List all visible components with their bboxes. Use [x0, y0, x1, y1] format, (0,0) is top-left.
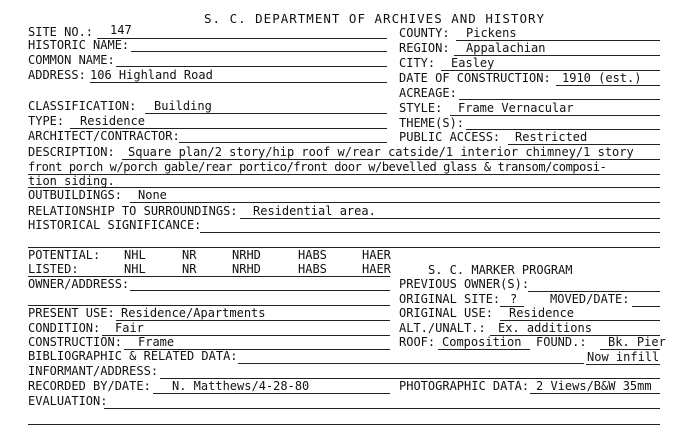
alt-unalt-value: Ex. additions: [498, 321, 592, 335]
themes-label: THEME(S):: [399, 116, 465, 130]
date-label: DATE OF CONSTRUCTION:: [399, 71, 551, 85]
classification-label: CLASSIFICATION:: [28, 99, 137, 113]
recorded-by-label: RECORDED BY/DATE:: [28, 379, 151, 393]
region-value: Appalachian: [466, 41, 546, 55]
present-use-label: PRESENT USE:: [28, 306, 115, 320]
county-label: COUNTY:: [399, 26, 450, 40]
historic-name-label: HISTORIC NAME:: [28, 38, 130, 52]
recorded-by-value: N. Matthews/4-28-80: [172, 379, 310, 393]
foundation-label: FOUND.:: [536, 335, 587, 349]
informant-label: INFORMANT/ADDRESS:: [28, 364, 159, 378]
listed-nrhd: NRHD: [232, 262, 261, 276]
potential-habs: HABS: [298, 248, 327, 262]
foundation-value: Bk. Pier: [608, 335, 666, 349]
owner-label: OWNER/ADDRESS:: [28, 277, 130, 291]
form-title: S. C. DEPARTMENT OF ARCHIVES AND HISTORY: [204, 11, 546, 26]
original-use-label: ORIGINAL USE:: [399, 306, 493, 320]
address-label: ADDRESS:: [28, 68, 86, 82]
photographic-data-label: PHOTOGRAPHIC DATA:: [399, 379, 530, 393]
significance-label: HISTORICAL SIGNIFICANCE:: [28, 218, 202, 232]
city-value: Easley: [451, 56, 495, 70]
condition-value: Fair: [115, 321, 144, 335]
public-access-value: Restricted: [515, 130, 588, 144]
date-value: 1910 (est.): [562, 71, 642, 85]
construction-label: CONSTRUCTION:: [28, 335, 122, 349]
description-label: DESCRIPTION:: [28, 145, 115, 159]
roof-label: ROOF:: [399, 335, 436, 349]
type-value: Residence: [80, 114, 146, 128]
present-use-value: Residence/Apartments: [121, 306, 266, 320]
relationship-value: Residential area.: [253, 204, 376, 218]
moved-date-label: MOVED/DATE:: [550, 292, 630, 306]
listed-label: LISTED:: [28, 262, 79, 276]
architect-label: ARCHITECT/CONTRACTOR:: [28, 129, 180, 143]
potential-label: POTENTIAL:: [28, 248, 101, 262]
city-label: CITY:: [399, 56, 436, 70]
evaluation-label: EVALUATION:: [28, 394, 108, 408]
construction-value: Frame: [138, 335, 175, 349]
listed-nr: NR: [182, 262, 197, 276]
description-line-1: Square plan/2 story/hip roof w/rear catside/1 interior chimney/1 story: [128, 145, 634, 159]
description-line-3: tion siding.: [28, 174, 115, 188]
region-label: REGION:: [399, 41, 450, 55]
style-value: Frame Vernacular: [458, 101, 574, 115]
roof-value: Composition: [442, 335, 522, 349]
potential-nhl: NHL: [124, 248, 146, 262]
site-no-label: SITE NO.:: [28, 25, 94, 39]
style-label: STYLE:: [399, 101, 443, 115]
county-value: Pickens: [466, 26, 517, 40]
previous-owner-label: PREVIOUS OWNER(S):: [399, 277, 530, 291]
relationship-label: RELATIONSHIP TO SURROUNDINGS:: [28, 204, 238, 218]
description-line-2: front porch w/porch gable/rear portico/front door w/bevelled glass & transom/composi-: [28, 160, 607, 174]
type-label: TYPE:: [28, 114, 65, 128]
address-value: 106 Highland Road: [90, 68, 213, 82]
alt-unalt-label: ALT./UNALT.:: [399, 321, 486, 335]
condition-label: CONDITION:: [28, 321, 101, 335]
original-site-value: ?: [510, 292, 518, 306]
potential-haer: HAER: [362, 248, 391, 262]
common-name-label: COMMON NAME:: [28, 53, 115, 67]
outbuildings-label: OUTBUILDINGS:: [28, 188, 122, 202]
photographic-data-value: 2 Views/B&W 35mm: [536, 379, 652, 393]
acreage-label: ACREAGE:: [399, 86, 457, 100]
outbuildings-value: None: [138, 188, 167, 202]
listed-habs: HABS: [298, 262, 327, 276]
potential-nr: NR: [182, 248, 197, 262]
listed-nhl: NHL: [124, 262, 146, 276]
potential-nrhd: NRHD: [232, 248, 261, 262]
public-access-label: PUBLIC ACCESS:: [399, 130, 501, 144]
original-site-label: ORIGINAL SITE:: [399, 292, 501, 306]
bibliographic-label: BIBLIOGRAPHIC & RELATED DATA:: [28, 349, 238, 363]
original-use-value: Residence: [509, 306, 575, 320]
classification-value: Building: [154, 99, 212, 113]
site-no-value: 147: [110, 23, 132, 37]
listed-haer: HAER: [362, 262, 391, 276]
marker-program-heading: S. C. MARKER PROGRAM: [428, 263, 573, 277]
foundation-value-2: Now infill: [587, 350, 660, 364]
